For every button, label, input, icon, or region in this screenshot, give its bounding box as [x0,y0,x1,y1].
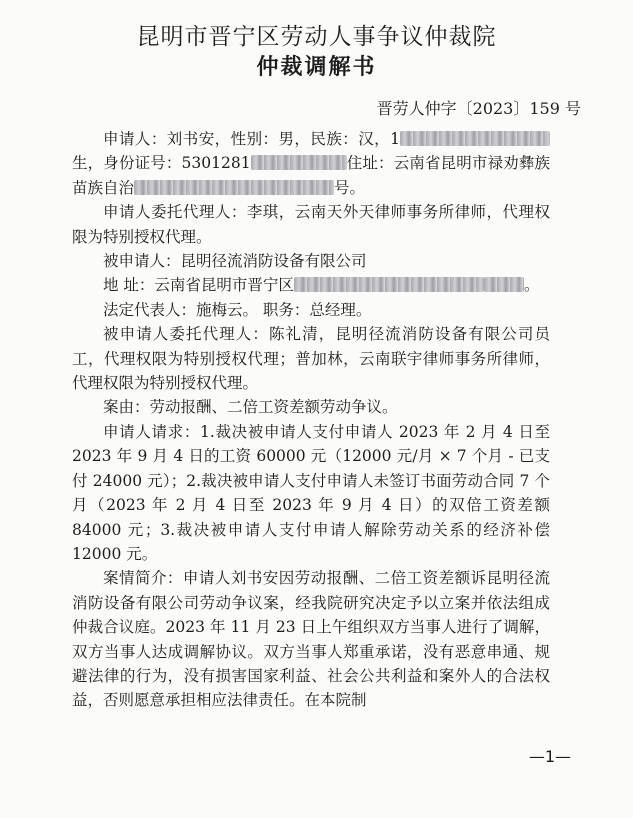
case-summary-paragraph: 案情简介：申请人刘书安因劳动报酬、二倍工资差额诉昆明径流消防设备有限公司劳动争议案，经我院研究决定予以立案并依法组成仲裁合议庭。2023 年 11 月 23 日上午组织双方当事人进行了调解，双方当事人达成调解协议。双方当事人郑重承诺，没有恶意串通、规避法律的行为，没有损害国家利益、社会公共利益和案外人的合法权益，否则愿意承担相应法律责任。在本院制 [72,569,550,710]
redacted-id-number [251,155,347,170]
case-number: 晋劳人仲字〔2023〕159 号 [376,99,581,118]
cause-paragraph: 案由：劳动报酬、二倍工资差额劳动争议。 [103,398,398,417]
applicant-line-2: 生，身份证号：5301281 [72,154,251,173]
organization-title: 昆明市晋宁区劳动人事争议仲裁院 [136,24,497,50]
document-title: 仲裁调解书 [256,55,377,80]
applicant-paragraph [72,127,550,200]
respondent-address-paragraph [72,273,550,297]
respondent-address: 地 址：云南省昆明市晋宁区 [103,276,294,295]
page-number: —1— [528,747,571,766]
respondent-paragraph: 被申请人：昆明径流消防设备有限公司 [103,252,367,271]
legal-representative-paragraph: 法定代表人：施梅云。 职务：总经理。 [103,300,372,319]
document-body [72,127,550,713]
applicant-address-end: 号。 [334,178,366,197]
applicant-line-1: 申请人：刘书安，性别：男，民族：汉，1 [103,130,400,148]
redacted-birth-date [400,131,550,146]
applicant-address: 住址：云南省昆明市禄劝 [346,154,519,173]
applicant-agent-paragraph: 申请人委托代理人：李琪，云南天外天律师事务所律师，代理权限为特别授权代理。 [72,203,550,246]
applicant-address-county: 彝族苗族自治 [72,154,550,197]
redacted-respondent-address-end [484,277,524,292]
redacted-address [134,180,334,195]
respondent-address-end: 。 [523,276,540,295]
redacted-respondent-address [294,277,484,292]
claims-paragraph: 申请人请求：1.裁决被申请人支付申请人 2023 年 2 月 4 日至 2023 年 9 月 4 日的工资 60000 元（12000 元/月 × 7 个月 - 已支付 24000 元）；2.裁决被申请人支付申请人未签订书面劳动合同 7 个月（2023 年 2 月 4 日至 2023 年 9 月 4 日）的双倍工资差额 84000 元；3.裁决被申请人支付申请人解除劳动关系的经济补偿 12000 元。 [72,422,550,563]
respondent-agent-paragraph: 被申请人委托代理人：陈礼清，昆明径流消防设备有限公司员工，代理权限为特别授权代理；普加林，云南联宇律师事务所律师，代理权限为特别授权代理。 [72,325,550,393]
